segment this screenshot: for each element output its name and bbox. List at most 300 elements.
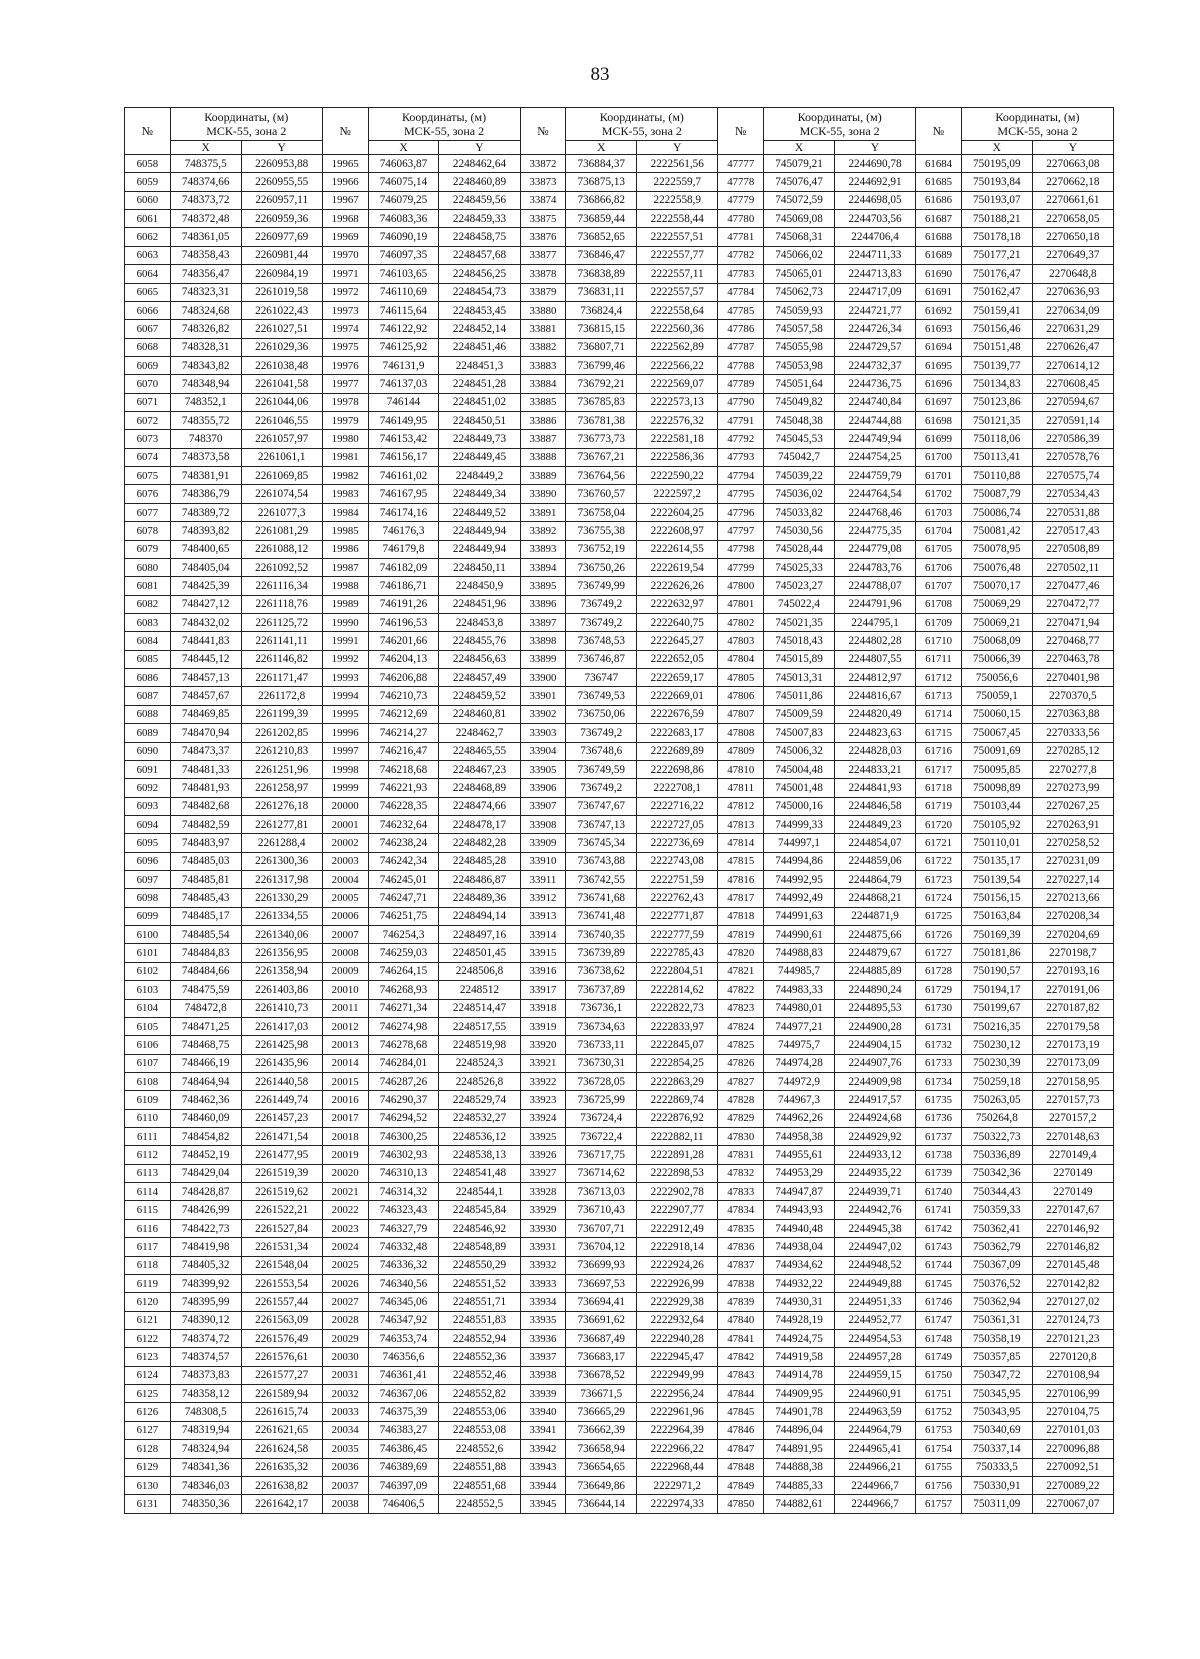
coord-x-cell: 750263,05 [961, 1091, 1032, 1109]
table-row [125, 228, 1114, 246]
table-row [125, 742, 1114, 760]
coord-y-cell: 2244740,84 [834, 393, 915, 411]
table-row [125, 265, 1114, 283]
coord-y-cell: 2248451,96 [439, 595, 520, 613]
point-number-cell: 6077 [125, 503, 171, 521]
point-number-cell: 61716 [916, 742, 962, 760]
coord-x-cell: 736691,62 [566, 1311, 637, 1329]
coord-x-cell: 750067,45 [961, 724, 1032, 742]
coord-x-cell: 748429,04 [170, 1164, 241, 1182]
coord-x-cell: 750230,12 [961, 1036, 1032, 1054]
coord-y-cell: 2222751,59 [637, 871, 718, 889]
coord-y-cell: 2222771,87 [637, 907, 718, 925]
coord-x-cell: 746103,65 [368, 265, 439, 283]
point-number-cell: 20025 [322, 1256, 368, 1274]
point-number-cell: 47837 [718, 1256, 764, 1274]
coord-x-cell: 744994,86 [764, 852, 835, 870]
coord-x-cell: 744909,95 [764, 1385, 835, 1403]
coord-x-cell: 744943,93 [764, 1201, 835, 1219]
point-number-cell: 6119 [125, 1274, 171, 1292]
coord-y-cell: 2244849,23 [834, 815, 915, 833]
coord-y-cell: 2222863,29 [637, 1072, 718, 1090]
coord-y-cell: 2270663,08 [1032, 155, 1113, 173]
coord-x-cell: 748485,03 [170, 852, 241, 870]
table-row [125, 944, 1114, 962]
coord-x-cell: 736750,06 [566, 705, 637, 723]
coord-x-cell: 748373,58 [170, 448, 241, 466]
coord-x-cell: 736755,38 [566, 522, 637, 540]
coord-y-cell: 2222814,62 [637, 981, 718, 999]
coord-x-cell: 736734,63 [566, 1017, 637, 1035]
coord-x-cell: 745001,48 [764, 779, 835, 797]
point-number-cell: 61724 [916, 889, 962, 907]
coord-x-cell: 746264,15 [368, 962, 439, 980]
coord-y-cell: 2222940,28 [637, 1330, 718, 1348]
coord-y-cell: 2248552,5 [439, 1495, 520, 1513]
coord-x-cell: 748373,83 [170, 1366, 241, 1384]
point-number-cell: 20038 [322, 1495, 368, 1513]
coord-y-cell: 2270213,66 [1032, 889, 1113, 907]
point-number-cell: 20019 [322, 1146, 368, 1164]
point-number-cell: 6082 [125, 595, 171, 613]
point-number-cell: 61715 [916, 724, 962, 742]
coord-x-cell: 750330,91 [961, 1476, 1032, 1494]
coord-y-cell: 2261276,18 [241, 797, 322, 815]
point-number-cell: 47845 [718, 1403, 764, 1421]
coord-y-cell: 2222632,97 [637, 595, 718, 613]
coord-x-cell: 748390,12 [170, 1311, 241, 1329]
point-number-cell: 33882 [520, 338, 566, 356]
point-number-cell: 20017 [322, 1109, 368, 1127]
point-number-cell: 47840 [718, 1311, 764, 1329]
point-number-cell: 19985 [322, 522, 368, 540]
point-number-cell: 6120 [125, 1293, 171, 1311]
coord-y-cell: 2248449,45 [439, 448, 520, 466]
coord-y-cell: 2270231,09 [1032, 852, 1113, 870]
coord-y-cell: 2244933,12 [834, 1146, 915, 1164]
point-number-cell: 33937 [520, 1348, 566, 1366]
coord-y-cell: 2270517,43 [1032, 522, 1113, 540]
point-number-cell: 47792 [718, 430, 764, 448]
point-number-cell: 6122 [125, 1330, 171, 1348]
coord-y-cell: 2244816,67 [834, 687, 915, 705]
coord-x-cell: 736671,5 [566, 1385, 637, 1403]
coord-x-cell: 736741,48 [566, 907, 637, 925]
point-number-cell: 61757 [916, 1495, 962, 1513]
coord-x-cell: 736748,6 [566, 742, 637, 760]
coord-y-cell: 2222557,11 [637, 265, 718, 283]
point-number-cell: 61707 [916, 577, 962, 595]
coord-y-cell: 2222560,36 [637, 320, 718, 338]
coord-x-cell: 744914,78 [764, 1366, 835, 1384]
table-row [125, 375, 1114, 393]
coord-x-cell: 748374,57 [170, 1348, 241, 1366]
point-number-cell: 47783 [718, 265, 764, 283]
coord-y-cell: 2222640,75 [637, 613, 718, 631]
coord-x-cell: 746137,03 [368, 375, 439, 393]
point-number-cell: 33878 [520, 265, 566, 283]
point-number-cell: 6062 [125, 228, 171, 246]
coord-x-cell: 748481,93 [170, 779, 241, 797]
coord-y-cell: 2244963,59 [834, 1403, 915, 1421]
coord-x-cell: 736733,11 [566, 1036, 637, 1054]
coord-y-cell: 2270277,8 [1032, 760, 1113, 778]
coord-y-cell: 2222576,32 [637, 412, 718, 430]
coord-y-cell: 2260981,44 [241, 246, 322, 264]
coord-x-cell: 745076,47 [764, 173, 835, 191]
coord-y-cell: 2222964,39 [637, 1421, 718, 1439]
coord-y-cell: 2222785,43 [637, 944, 718, 962]
coord-x-cell: 736742,55 [566, 871, 637, 889]
coord-y-cell: 2248450,11 [439, 558, 520, 576]
coord-y-cell: 2244859,06 [834, 852, 915, 870]
coord-x-cell: 750337,14 [961, 1440, 1032, 1458]
coord-y-cell: 2222924,26 [637, 1256, 718, 1274]
coord-x-cell: 748482,68 [170, 797, 241, 815]
coord-y-cell: 2260984,19 [241, 265, 322, 283]
point-number-cell: 47793 [718, 448, 764, 466]
coord-y-cell: 2244907,76 [834, 1054, 915, 1072]
coord-y-cell: 2244692,91 [834, 173, 915, 191]
point-number-cell: 47842 [718, 1348, 764, 1366]
coord-y-cell: 2248449,73 [439, 430, 520, 448]
coord-x-cell: 745059,93 [764, 301, 835, 319]
coord-y-cell: 2222777,59 [637, 926, 718, 944]
coord-y-cell: 2244717,09 [834, 283, 915, 301]
coord-x-cell: 746161,02 [368, 467, 439, 485]
table-row [125, 926, 1114, 944]
coord-y-cell: 2270650,18 [1032, 228, 1113, 246]
coord-y-cell: 2248524,3 [439, 1054, 520, 1072]
point-number-cell: 61728 [916, 962, 962, 980]
coord-y-cell: 2270104,75 [1032, 1403, 1113, 1421]
coord-y-cell: 2244948,52 [834, 1256, 915, 1274]
coord-y-cell: 2270578,76 [1032, 448, 1113, 466]
table-row [125, 1311, 1114, 1329]
coord-x-cell: 748372,48 [170, 210, 241, 228]
coord-x-cell: 746079,25 [368, 191, 439, 209]
point-number-cell: 47831 [718, 1146, 764, 1164]
coord-y-cell: 2222854,25 [637, 1054, 718, 1072]
coord-x-cell: 746174,16 [368, 503, 439, 521]
coord-y-cell: 2261029,36 [241, 338, 322, 356]
coord-x-cell: 736749,99 [566, 577, 637, 595]
coord-x-cell: 746176,3 [368, 522, 439, 540]
point-number-cell: 6107 [125, 1054, 171, 1072]
coord-y-cell: 2248449,2 [439, 467, 520, 485]
coord-x-cell: 744980,01 [764, 999, 835, 1017]
coord-y-cell: 2261449,74 [241, 1091, 322, 1109]
point-number-cell: 6076 [125, 485, 171, 503]
coord-y-cell: 2222698,86 [637, 760, 718, 778]
coord-y-cell: 2222971,2 [637, 1476, 718, 1494]
table-row [125, 577, 1114, 595]
coord-y-cell: 2261069,85 [241, 467, 322, 485]
table-row [125, 1201, 1114, 1219]
point-number-cell: 19980 [322, 430, 368, 448]
coord-x-cell: 736697,53 [566, 1274, 637, 1292]
point-number-cell: 61721 [916, 834, 962, 852]
coord-y-cell: 2222961,96 [637, 1403, 718, 1421]
point-number-cell: 47843 [718, 1366, 764, 1384]
coord-x-cell: 744983,33 [764, 981, 835, 999]
coord-y-cell: 2248449,94 [439, 522, 520, 540]
point-number-cell: 33914 [520, 926, 566, 944]
coord-y-cell: 2244736,75 [834, 375, 915, 393]
coord-x-cell: 748323,31 [170, 283, 241, 301]
point-number-cell: 6109 [125, 1091, 171, 1109]
coord-x-cell: 745023,27 [764, 577, 835, 595]
coord-x-cell: 744962,26 [764, 1109, 835, 1127]
coord-y-cell: 2248545,84 [439, 1201, 520, 1219]
point-number-cell: 19998 [322, 760, 368, 778]
coord-x-cell: 748405,32 [170, 1256, 241, 1274]
point-number-cell: 33901 [520, 687, 566, 705]
point-number-cell: 47791 [718, 412, 764, 430]
coord-x-cell: 750056,6 [961, 669, 1032, 687]
header-coordinates-units: Координаты, (м) [995, 110, 1080, 124]
point-number-cell: 47797 [718, 522, 764, 540]
point-number-cell: 47818 [718, 907, 764, 925]
coord-y-cell: 2270158,95 [1032, 1072, 1113, 1090]
coord-x-cell: 736728,05 [566, 1072, 637, 1090]
coord-x-cell: 750322,73 [961, 1128, 1032, 1146]
point-number-cell: 47787 [718, 338, 764, 356]
coord-x-cell: 748473,37 [170, 742, 241, 760]
coord-y-cell: 2222845,07 [637, 1036, 718, 1054]
coord-y-cell: 2261615,74 [241, 1403, 322, 1421]
point-number-cell: 61689 [916, 246, 962, 264]
table-row [125, 320, 1114, 338]
point-number-cell: 6074 [125, 448, 171, 466]
coord-x-cell: 745036,02 [764, 485, 835, 503]
coord-x-cell: 750134,83 [961, 375, 1032, 393]
coord-x-cell: 748472,8 [170, 999, 241, 1017]
point-number-cell: 19973 [322, 301, 368, 319]
point-number-cell: 20001 [322, 815, 368, 833]
point-number-cell: 6080 [125, 558, 171, 576]
coord-x-cell: 746201,66 [368, 632, 439, 650]
coord-x-cell: 750181,86 [961, 944, 1032, 962]
coord-y-cell: 2270662,18 [1032, 173, 1113, 191]
coord-y-cell: 2244713,83 [834, 265, 915, 283]
point-number-cell: 61705 [916, 540, 962, 558]
coord-y-cell: 2244779,08 [834, 540, 915, 558]
table-row [125, 815, 1114, 833]
coord-y-cell: 2270124,73 [1032, 1311, 1113, 1329]
point-number-cell: 20030 [322, 1348, 368, 1366]
coord-y-cell: 2261358,94 [241, 962, 322, 980]
coord-x-cell: 736714,62 [566, 1164, 637, 1182]
coord-x-cell: 746242,34 [368, 852, 439, 870]
coord-x-cell: 744924,75 [764, 1330, 835, 1348]
coord-y-cell: 2248449,94 [439, 540, 520, 558]
coord-y-cell: 2244947,02 [834, 1238, 915, 1256]
point-number-cell: 33930 [520, 1219, 566, 1237]
coord-x-cell: 750359,33 [961, 1201, 1032, 1219]
coord-x-cell: 750362,79 [961, 1238, 1032, 1256]
coord-x-cell: 748375,5 [170, 155, 241, 173]
point-number-cell: 19994 [322, 687, 368, 705]
coord-x-cell: 750357,85 [961, 1348, 1032, 1366]
coord-x-cell: 750361,31 [961, 1311, 1032, 1329]
point-number-cell: 20016 [322, 1091, 368, 1109]
point-number-cell: 6093 [125, 797, 171, 815]
point-number-cell: 20035 [322, 1440, 368, 1458]
point-number-cell: 19977 [322, 375, 368, 393]
coord-y-cell: 2270193,16 [1032, 962, 1113, 980]
header-y: Y [241, 141, 322, 155]
point-number-cell: 61749 [916, 1348, 962, 1366]
coord-y-cell: 2248457,68 [439, 246, 520, 264]
table-row [125, 999, 1114, 1017]
point-number-cell: 61690 [916, 265, 962, 283]
coord-x-cell: 745069,08 [764, 210, 835, 228]
coord-y-cell: 2260959,36 [241, 210, 322, 228]
point-number-cell: 61710 [916, 632, 962, 650]
point-number-cell: 20020 [322, 1164, 368, 1182]
coord-y-cell: 2248553,06 [439, 1403, 520, 1421]
coord-y-cell: 2244690,78 [834, 155, 915, 173]
coord-x-cell: 750230,39 [961, 1054, 1032, 1072]
table-row [125, 338, 1114, 356]
coord-x-cell: 744967,3 [764, 1091, 835, 1109]
coord-x-cell: 745006,32 [764, 742, 835, 760]
coord-x-cell: 750193,07 [961, 191, 1032, 209]
point-number-cell: 47828 [718, 1091, 764, 1109]
coord-y-cell: 2261471,54 [241, 1128, 322, 1146]
point-number-cell: 20005 [322, 889, 368, 907]
coord-y-cell: 2270198,7 [1032, 944, 1113, 962]
coord-y-cell: 2261027,51 [241, 320, 322, 338]
point-number-cell: 33920 [520, 1036, 566, 1054]
coord-x-cell: 745021,35 [764, 613, 835, 631]
point-number-cell: 6111 [125, 1128, 171, 1146]
point-number-cell: 6067 [125, 320, 171, 338]
point-number-cell: 47848 [718, 1458, 764, 1476]
coord-y-cell: 2261642,17 [241, 1495, 322, 1513]
table-row [125, 173, 1114, 191]
point-number-cell: 47785 [718, 301, 764, 319]
coord-y-cell: 2248462,64 [439, 155, 520, 173]
coord-x-cell: 746144 [368, 393, 439, 411]
coord-y-cell: 2222822,73 [637, 999, 718, 1017]
coord-y-cell: 2244783,76 [834, 558, 915, 576]
point-number-cell: 33891 [520, 503, 566, 521]
coord-x-cell: 746122,92 [368, 320, 439, 338]
point-number-cell: 33884 [520, 375, 566, 393]
coord-y-cell: 2222566,22 [637, 356, 718, 374]
coord-y-cell: 2222762,43 [637, 889, 718, 907]
point-number-cell: 33873 [520, 173, 566, 191]
coord-x-cell: 750340,69 [961, 1421, 1032, 1439]
coord-y-cell: 2248451,46 [439, 338, 520, 356]
point-number-cell: 33902 [520, 705, 566, 723]
point-number-cell: 6108 [125, 1072, 171, 1090]
point-number-cell: 61751 [916, 1385, 962, 1403]
coord-x-cell: 736678,52 [566, 1366, 637, 1384]
coord-y-cell: 2270608,45 [1032, 375, 1113, 393]
coord-x-cell: 748419,98 [170, 1238, 241, 1256]
point-number-cell: 61744 [916, 1256, 962, 1274]
point-number-cell: 47782 [718, 246, 764, 264]
coord-x-cell: 746353,74 [368, 1330, 439, 1348]
table-row [125, 467, 1114, 485]
point-number-cell: 33915 [520, 944, 566, 962]
point-number-cell: 6066 [125, 301, 171, 319]
coord-x-cell: 750343,95 [961, 1403, 1032, 1421]
point-number-cell: 47796 [718, 503, 764, 521]
point-number-cell: 33908 [520, 815, 566, 833]
coord-x-cell: 750139,77 [961, 356, 1032, 374]
coord-y-cell: 2222949,99 [637, 1366, 718, 1384]
point-number-cell: 47833 [718, 1183, 764, 1201]
coord-y-cell: 2244729,57 [834, 338, 915, 356]
coord-x-cell: 750060,15 [961, 705, 1032, 723]
coord-y-cell: 2244929,92 [834, 1128, 915, 1146]
coord-x-cell: 746375,39 [368, 1403, 439, 1421]
header-y: Y [637, 141, 718, 155]
coord-y-cell: 2261557,44 [241, 1293, 322, 1311]
coord-x-cell: 746149,95 [368, 412, 439, 430]
coord-x-cell: 745062,73 [764, 283, 835, 301]
coord-y-cell: 2261519,62 [241, 1183, 322, 1201]
point-number-cell: 20010 [322, 981, 368, 999]
header-coordinates-system: МСК-55, зона 2 [404, 124, 485, 138]
point-number-cell: 61720 [916, 815, 962, 833]
coord-x-cell: 736746,87 [566, 650, 637, 668]
point-number-cell: 47806 [718, 687, 764, 705]
table-row [125, 1495, 1114, 1513]
coord-x-cell: 748454,82 [170, 1128, 241, 1146]
coord-y-cell: 2244744,88 [834, 412, 915, 430]
coord-y-cell: 2222558,44 [637, 210, 718, 228]
point-number-cell: 33896 [520, 595, 566, 613]
coord-y-cell: 2248552,82 [439, 1385, 520, 1403]
coord-y-cell: 2270626,47 [1032, 338, 1113, 356]
point-number-cell: 6081 [125, 577, 171, 595]
header-coordinates [961, 108, 1113, 141]
coord-y-cell: 2244823,63 [834, 724, 915, 742]
point-number-cell: 33943 [520, 1458, 566, 1476]
coord-y-cell: 2248468,89 [439, 779, 520, 797]
point-number-cell: 61725 [916, 907, 962, 925]
coord-x-cell: 748348,94 [170, 375, 241, 393]
coord-y-cell: 2261457,23 [241, 1109, 322, 1127]
coord-x-cell: 745053,98 [764, 356, 835, 374]
table-row [125, 1238, 1114, 1256]
point-number-cell: 19987 [322, 558, 368, 576]
point-number-cell: 47805 [718, 669, 764, 687]
coord-y-cell: 2244864,79 [834, 871, 915, 889]
coord-x-cell: 748475,59 [170, 981, 241, 999]
point-number-cell: 6059 [125, 173, 171, 191]
coord-x-cell: 746268,93 [368, 981, 439, 999]
coord-y-cell: 2222558,9 [637, 191, 718, 209]
coord-x-cell: 745055,98 [764, 338, 835, 356]
coord-x-cell: 744974,28 [764, 1054, 835, 1072]
coord-y-cell: 2222557,51 [637, 228, 718, 246]
coord-x-cell: 748485,81 [170, 871, 241, 889]
coord-y-cell: 2248541,48 [439, 1164, 520, 1182]
coord-y-cell: 2248552,94 [439, 1330, 520, 1348]
point-number-cell: 33911 [520, 871, 566, 889]
coord-x-cell: 736644,14 [566, 1495, 637, 1513]
coord-x-cell: 745079,21 [764, 155, 835, 173]
coord-x-cell: 748445,12 [170, 650, 241, 668]
point-number-cell: 47838 [718, 1274, 764, 1292]
coord-y-cell: 2248551,52 [439, 1274, 520, 1292]
